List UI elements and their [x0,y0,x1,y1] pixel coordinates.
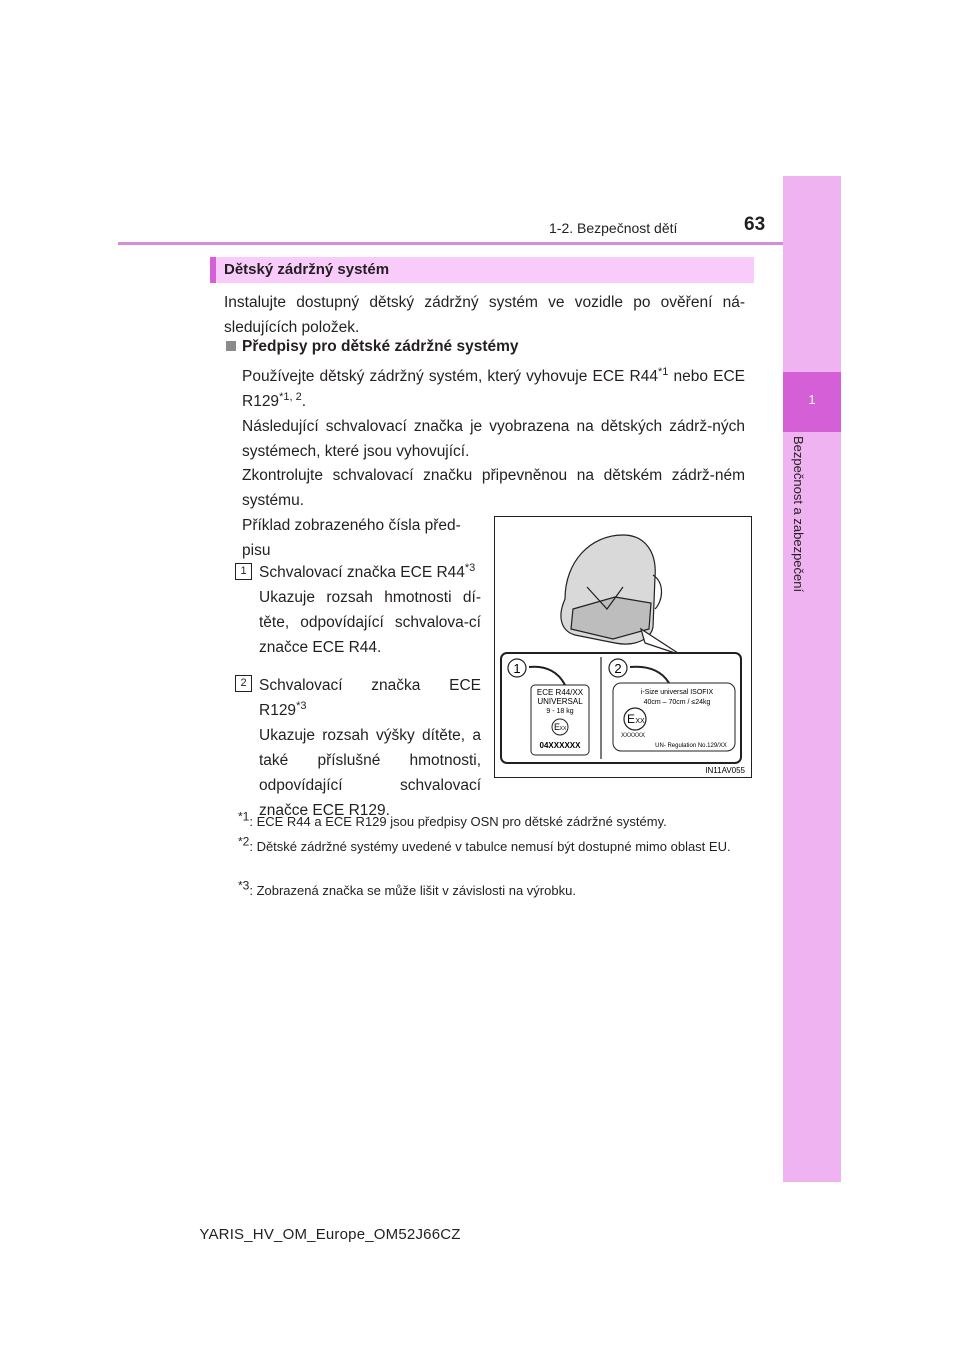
label2-regulation: UN- Regulation No.129/XX [655,743,727,749]
header-rule [118,242,783,245]
item-number-2: 2 [235,675,252,692]
item-title [259,673,481,723]
chapter-title [786,436,808,626]
paragraph-ece-standards [242,364,745,414]
footnote-mark: *1 [238,809,250,824]
page-number: 63 [744,214,766,235]
footer [0,1226,960,1243]
label2-line1: i-Size universal ISOFIX [640,689,714,696]
footnote-ref: *3 [464,561,476,574]
figure-drawing [495,517,751,777]
label1-e-sub: XX [559,726,567,732]
footnote [238,809,745,831]
label1-line2: UNIVERSAL [537,697,583,706]
subheading-text: Předpisy pro dětské zádržné systémy [242,338,519,355]
item-number-1: 1 [235,563,252,580]
footnote-ref: *1, 2 [279,390,302,403]
footnote [238,878,745,900]
paragraph-check-mark: Zkontrolujte schvalovací značku připevněnou na dětském zádrž-ném systému. [242,467,745,509]
para1-text: Používejte dětský zádržný systém, který vyhovuje ECE R44 [242,368,658,385]
para1-end: . [301,393,307,410]
label2-line2: 40cm – 70cm / ≤24kg [643,699,711,706]
footnote-text: : Zobrazená značka se může lišit v závislosti na výrobku. [249,883,576,898]
chapter-number: 1 [808,392,816,407]
label1-line1: ECE R44/XX [536,688,584,697]
figure-code: IN11AV055 [705,766,745,775]
footnote-ref: *1 [657,365,669,378]
label2-code: XXXXXX [620,733,646,739]
subheading [226,338,519,356]
square-bullet-icon [226,341,236,351]
footnote-mark: *2 [238,834,250,849]
intro-paragraph: Instalujte dostupný dětský zádržný systém ve vozidle po ověření ná-sledujících položek. [224,294,745,336]
list-item [259,560,481,660]
figure-callout-2: 2 [614,661,622,676]
footer-text: YARIS_HV_OM_Europe_OM52J66CZ [199,1226,461,1243]
para1-mid: nebo ECE R129 [242,368,745,410]
item-title-text: Schvalovací značka ECE R129 [259,677,481,719]
list-item [259,673,481,823]
item-title [259,560,481,585]
child-seat-figure [494,516,752,778]
paragraph-approval-mark: Následující schvalovací značka je vyobrazena na dětských zádrž-ných systémech, které jsou vyhovující. [242,418,745,460]
item-title-text: Schvalovací značka ECE R44 [259,564,465,581]
item-text: Ukazuje rozsah výšky dítěte, a také příslušné hmotnosti, odpovídající schvalovací značce ECE R129. [259,727,481,819]
item-text: Ukazuje rozsah hmotnosti dí-těte, odpovídající schvalova-cí značce ECE R44. [259,589,481,656]
footnote-text: : ECE R44 a ECE R129 jsou předpisy OSN pro dětské zádržné systémy. [249,814,667,829]
footnote-text: : Dětské zádržné systémy uvedené v tabulce nemusí být dostupné mimo oblast EU. [249,839,731,854]
label1-code: 04XXXXXX [539,741,581,750]
box-heading-text: Dětský zádržný systém [224,261,390,278]
figure-callout-1: 1 [513,661,521,676]
label1-line3: 9 - 18 kg [546,708,574,715]
paragraph-example: Příklad zobrazeného čísla před-pisu [242,517,461,559]
box-heading [210,257,754,283]
footnote-mark: *3 [238,878,250,893]
child-seat-illustration [561,535,662,644]
label2-e-sub: XX [635,718,645,725]
footnote-ref: *3 [296,699,307,712]
chapter-title-text: Bezpečnost a zabezpečení [791,436,806,593]
label1-e-mark: E [553,722,561,732]
section-title: 1-2. Bezpečnost dětí [549,220,678,236]
footnote [238,834,745,856]
label2-e-mark: E [626,712,636,726]
chapter-side-tab [783,176,841,1182]
